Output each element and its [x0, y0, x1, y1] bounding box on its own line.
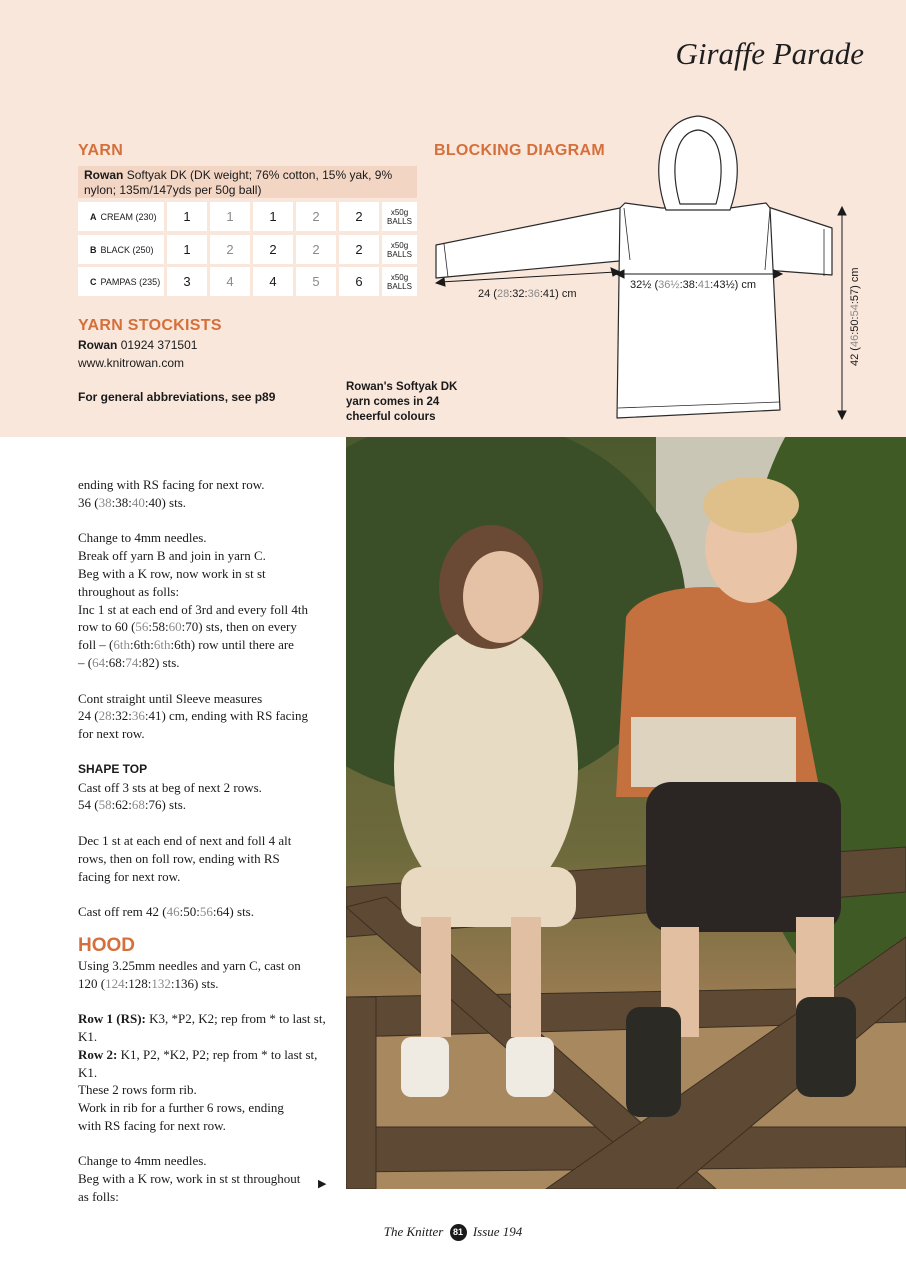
instr-line: Dec 1 st at each end of next and foll 4 alt — [78, 832, 292, 848]
instr-line: facing for next row. — [78, 868, 181, 884]
sleeve-right-shape — [765, 206, 832, 275]
instr-line: K1. — [78, 1064, 98, 1080]
pattern-instructions — [78, 476, 334, 1224]
qty-size-1: 1 — [167, 235, 207, 264]
instr-line: – (64:68:74:82) sts. — [78, 654, 180, 670]
length-arrow-bottom — [838, 411, 846, 419]
instr-para — [78, 529, 334, 671]
unit-line-1: x50g — [390, 240, 409, 250]
photo-illustration — [346, 437, 906, 1189]
instr-line: Beg with a K row, now work in st st — [78, 565, 266, 581]
instr-para — [78, 903, 334, 921]
instr-para — [78, 476, 334, 512]
hood-inner-shape — [675, 130, 721, 204]
sleeve-left-shape — [436, 206, 630, 278]
unit-line-2: BALLS — [387, 216, 412, 226]
instr-line: Cont straight until Sleeve measures — [78, 690, 263, 706]
shade-name: BLACK (250) — [100, 244, 154, 255]
shade-letter: B — [90, 244, 97, 255]
page-footer — [0, 1224, 906, 1241]
qty-size-4: 2 — [296, 202, 336, 231]
yarn-spec: Softyak DK (DK weight; 76% cotton, 15% yak, 9% nylon; 135m/147yds per 50g ball) — [84, 168, 393, 197]
instr-para — [78, 832, 334, 885]
row-1-line: Row 1 (RS): K3, *P2, K2; rep from * to last st, — [78, 1011, 326, 1027]
sleeve-dimension-label: 24 (28:32:36:41) cm — [478, 288, 577, 300]
instr-line: ending with RS facing for next row. — [78, 477, 265, 492]
shade-letter: C — [90, 276, 97, 287]
shape-top-subheading: SHAPE TOP — [78, 761, 148, 776]
qty-size-3: 4 — [253, 267, 293, 296]
shade-name: PAMPAS (235) — [100, 276, 161, 287]
stockist-phone: 01924 371501 — [120, 338, 198, 352]
unit-line-2: BALLS — [387, 281, 412, 291]
shade-letter: A — [90, 211, 97, 222]
qty-size-5: 2 — [339, 235, 379, 264]
yarn-row-c — [78, 267, 417, 296]
sleeve-arrow-left — [436, 278, 445, 286]
instr-line: Cast off 3 sts at beg of next 2 rows. — [78, 779, 262, 795]
yarn-shade-a — [78, 202, 164, 231]
yarn-description — [78, 166, 417, 198]
unit-line-1: x50g — [390, 272, 409, 282]
qty-size-1: 3 — [167, 267, 207, 296]
qty-size-3: 2 — [253, 235, 293, 264]
caption-line: Rowan's Softyak DK — [346, 381, 458, 393]
instr-line: Beg with a K row, work in st st throughout — [78, 1171, 301, 1187]
blocking-diagram — [430, 110, 870, 430]
instr-line: 24 (28:32:36:41) cm, ending with RS facing — [78, 708, 309, 724]
page-title: Giraffe Parade — [675, 36, 864, 71]
photo-children-on-gate — [346, 437, 906, 1189]
body-shape — [617, 203, 780, 418]
instr-para — [78, 1010, 334, 1135]
instr-line: 120 (124:128:132:136) sts. — [78, 975, 219, 991]
instr-line: rows, then on foll row, ending with RS — [78, 850, 280, 866]
instr-line: row to 60 (56:58:60:70) sts, then on every — [78, 619, 297, 635]
instr-para — [78, 1152, 334, 1205]
caption-line: yarn comes in 24 — [346, 396, 440, 408]
instr-line: throughout as folls: — [78, 583, 180, 599]
qty-size-4: 2 — [296, 235, 336, 264]
instr-line: Inc 1 st at each end of 3rd and every foll 4th — [78, 601, 308, 617]
instr-line: These 2 rows form rib. — [78, 1082, 197, 1098]
yarn-row-a — [78, 202, 417, 231]
abbreviations-note: For general abbreviations, see p89 — [78, 390, 276, 404]
instr-line: K1. — [78, 1028, 98, 1044]
magazine-name: The Knitter — [383, 1224, 444, 1239]
stockist-brand: Rowan — [78, 338, 118, 352]
instr-line: as folls: — [78, 1189, 119, 1205]
chest-dimension-label: 32½ (36½:38:41:43½) cm — [630, 279, 757, 291]
qty-size-2: 1 — [210, 202, 250, 231]
hood-heading: HOOD — [78, 934, 135, 956]
length-dimension-label: 42 (46:50:54:57) cm — [849, 267, 861, 366]
instr-line: for next row. — [78, 726, 145, 742]
row-2-line: Row 2: K1, P2, *K2, P2; rep from * to last st, — [78, 1046, 318, 1062]
yarn-shade-b — [78, 235, 164, 264]
stockist-phone-line — [78, 338, 197, 352]
stockists-heading: YARN STOCKISTS — [78, 317, 222, 334]
instr-line: 54 (58:62:68:76) sts. — [78, 797, 186, 813]
diagram-heading: BLOCKING DIAGRAM — [434, 142, 606, 159]
unit-line-2: BALLS — [387, 249, 412, 259]
instr-line: Break off yarn B and join in yarn C. — [78, 548, 266, 564]
unit-label — [382, 202, 417, 231]
issue-number: Issue 194 — [472, 1224, 523, 1239]
stockist-web[interactable]: www.knitrowan.com — [78, 356, 185, 370]
qty-size-5: 6 — [339, 267, 379, 296]
continue-arrow-icon: ▶ — [318, 1178, 327, 1190]
instr-line: Change to 4mm needles. — [78, 530, 207, 546]
yarn-heading: YARN — [78, 142, 124, 159]
instr-para — [78, 690, 334, 743]
instr-line: Work in rib for a further 6 rows, ending — [78, 1100, 284, 1116]
instr-para — [78, 761, 334, 814]
instr-line: Cast off rem 42 (46:50:56:64) sts. — [78, 904, 254, 920]
yarn-row-b — [78, 235, 417, 264]
unit-label — [382, 267, 417, 296]
instr-line: 36 (38:38:40:40) sts. — [78, 494, 186, 510]
unit-label — [382, 235, 417, 264]
page-number: 81 — [450, 1224, 467, 1241]
instr-line: Change to 4mm needles. — [78, 1153, 207, 1169]
shade-name: CREAM (230) — [100, 211, 157, 222]
yarn-brand: Rowan — [84, 168, 124, 182]
instr-line: foll – (6th:6th:6th:6th) row until there are — [78, 637, 294, 653]
instr-para — [78, 935, 334, 993]
qty-size-1: 1 — [167, 202, 207, 231]
qty-size-5: 2 — [339, 202, 379, 231]
yarn-shade-c — [78, 267, 164, 296]
qty-size-2: 2 — [210, 235, 250, 264]
qty-size-3: 1 — [253, 202, 293, 231]
unit-line-1: x50g — [390, 207, 409, 217]
qty-size-2: 4 — [210, 267, 250, 296]
qty-size-4: 5 — [296, 267, 336, 296]
caption-line: cheerful colours — [346, 411, 436, 423]
length-arrow-top — [838, 207, 846, 215]
instr-line: with RS facing for next row. — [78, 1117, 226, 1133]
instr-line: Using 3.25mm needles and yarn C, cast on — [78, 957, 301, 973]
